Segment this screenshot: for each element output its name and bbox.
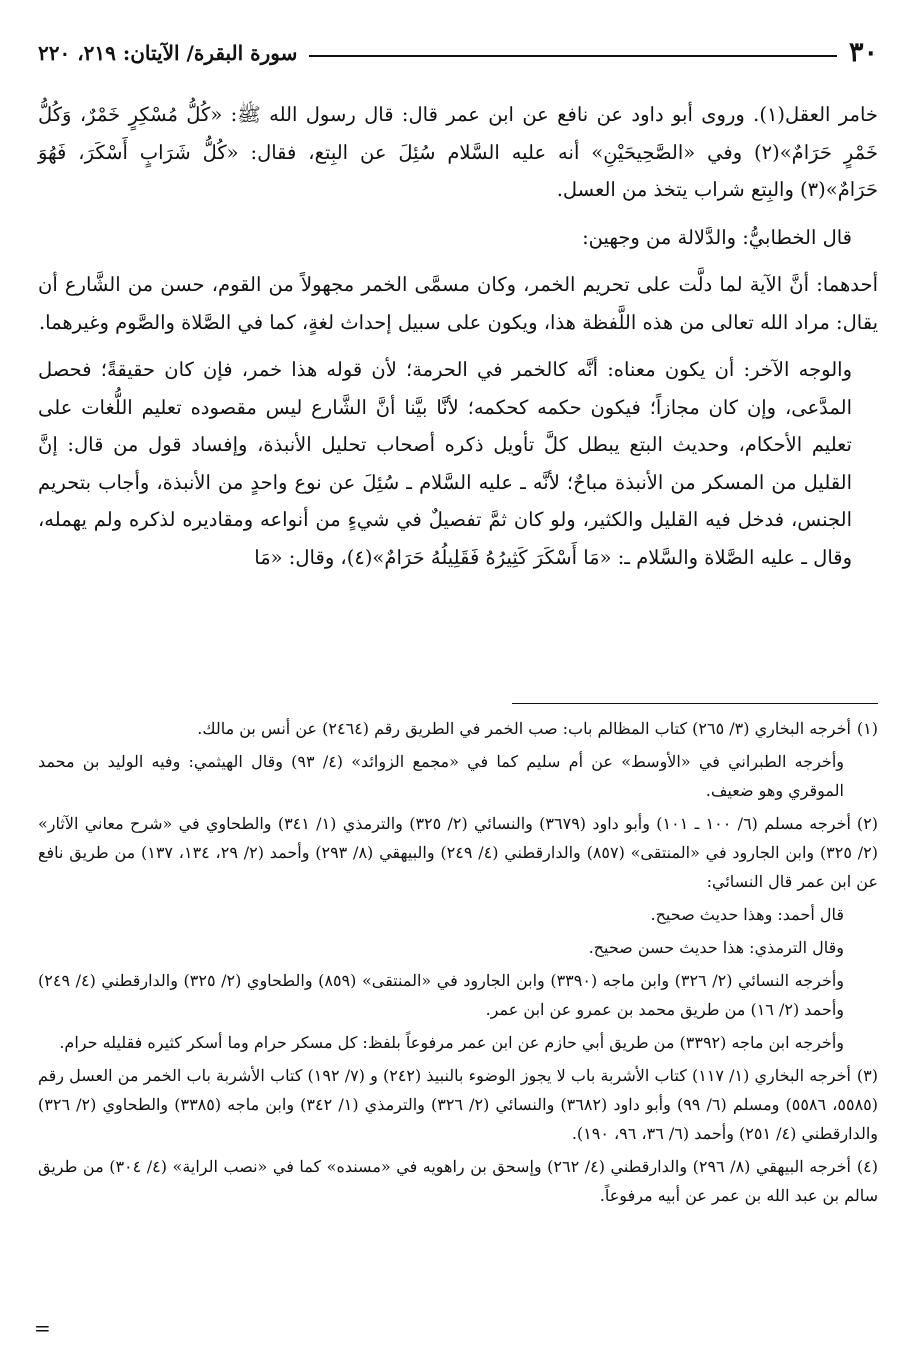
paragraph: قال الخطابيُّ: والدَّلالة من وجهين: xyxy=(582,225,852,249)
footnote-number: (٣) xyxy=(856,1066,879,1085)
continuation-mark: = xyxy=(34,1316,51,1340)
paragraph: والوجه الآخر: أن يكون معناه: أنَّه كالخمر في الحرمة؛ لأن قوله هذا خمر، فإن كان حقيقةً؛ فحصل المدَّعى، وإن كان مجازاً؛ فيكون حكمه كحكمه؛ لأنَّا بيَّنا أنَّ الشَّارع ليس مقصوده تعليم اللُّغات على تعليم الأحكام، وحديث البتع يبطل كلَّ تأويل ذكره أصحاب تحليل الأنبذة، وإفساد قول من قال: إنَّ القليل من المسكر من الأنبذة مباحٌ؛ لأنَّه ـ عليه السَّلام ـ سُئِلَ عن نوع واحدٍ من الأنبذة، وأجاب بتحريم الجنس، فدخل فيه القليل والكثير، ولو كان ثمَّ تفصيلٌ في شيءٍ من أنواعه ومقاديره لذكره ولم يهمله، وقال ـ عليه الصَّلاة والسَّلام ـ: «مَا أَسْكَرَ كَثِيرُهُ فَقَلِيلُهُ حَرَامٌ»(٤)، وقال: «مَا xyxy=(38,358,852,569)
page-number: ٣٠ xyxy=(848,37,878,68)
footnote-number: (٢) xyxy=(856,814,879,833)
surah-title: سورة البقرة/ الآيتان: ٢١٩، ٢٢٠ xyxy=(38,41,298,65)
footnote-text: وأخرجه ابن ماجه (٣٣٩٢) من طريق أبي حازم عن ابن عمر مرفوعاً بلفظ: كل مسكر حرام وما أسكر كثيره فقليله حرام. xyxy=(59,1033,844,1052)
footnote-text: قال أحمد: وهذا حديث صحيح. xyxy=(650,905,844,924)
footnote-text: أخرجه مسلم (٦/ ١٠٠ ـ ١٠١) وأبو داود (٣٦٧٩) والنسائي (٢/ ٣٢٥) والترمذي (١/ ٣٤١) والطحاوي في «شرح معاني الآثار» (٢/ ٣٢٥) وابن الجارود في «المنتقى» (٨٥٧) والدارقطني (٤/ ٢٤٩) والبيهقي (٨/ ٢٩٣) وأحمد (٢/ ٢٩، ١٣٤، ١٣٧) من طريق نافع عن ابن عمر قال النسائي: xyxy=(38,814,878,891)
footnote xyxy=(38,714,878,743)
footnote-text: وقال الترمذي: هذا حديث حسن صحيح. xyxy=(588,938,844,957)
footnote xyxy=(38,1152,878,1210)
main-text xyxy=(38,96,878,586)
footnote xyxy=(38,1028,878,1057)
paragraph: خامر العقل(١). وروى أبو داود عن نافع عن ابن عمر قال: قال رسول الله ﷺ: «كُلُّ مُسْكِرٍ خَمْرٌ، وَكُلُّ خَمْرٍ حَرَامٌ»(٢) وفي «الصَّحِيحَيْنِ» أنه عليه السَّلام سُئِلَ عن البِتع، فقال: «كُلُّ شَرَابٍ أَسْكَرَ، فَهُوَ حَرَامٌ»(٣) والبِتع شراب يتخذ من العسل. xyxy=(38,103,878,201)
footnote xyxy=(38,933,878,962)
footnote-text: وأخرجه الطبراني في «الأوسط» عن أم سليم كما في «مجمع الزوائد» (٤/ ٩٣) وقال الهيثمي: وفيه الوليد بن محمد الموقري وهو ضعيف. xyxy=(38,752,844,800)
footnote xyxy=(38,900,878,929)
footnote-text: أخرجه البخاري (٣/ ٢٦٥) كتاب المظالم باب: صب الخمر في الطريق رقم (٢٤٦٤) عن أنس بن مالك. xyxy=(197,719,851,738)
footnote xyxy=(38,809,878,896)
page-header xyxy=(38,36,878,70)
footnote-number: (١) xyxy=(856,719,878,738)
footnote xyxy=(38,747,878,805)
footnote-separator xyxy=(512,703,878,704)
footnote-text: أخرجه البخاري (١/ ١١٧) كتاب الأشربة باب لا يجوز الوضوء بالنبيذ (٢٤٢) و (٧/ ١٩٢) كتاب الأشربة باب الخمر من العسل رقم (٥٥٨٥، ٥٥٨٦) ومسلم (٦/ ٩٩) وأبو داود (٣٦٨٢) والنسائي (٢/ ٣٢٦) والترمذي (١/ ٣٤٢) وابن ماجه (٣٣٨٥) والطحاوي (٢/ ٣٢٦) والدارقطني (٤/ ٢٥١) وأحمد (٦/ ٣٦، ٩٦، ١٩٠). xyxy=(38,1066,878,1143)
paragraph: أحدهما: أنَّ الآية لما دلَّت على تحريم الخمر، وكان مسمَّى الخمر مجهولاً من القوم، حسن من الشَّارع أن يقال: مراد الله تعالى من هذه اللَّفظة هذا، ويكون على سبيل إحداث لغةٍ، كما في الصَّلاة والصَّوم وغيرهما. xyxy=(38,273,878,334)
footnote xyxy=(38,966,878,1024)
footnote-text: وأخرجه النسائي (٢/ ٣٢٦) وابن ماجه (٣٣٩٠) وابن الجارود في «المنتقى» (٨٥٩) والطحاوي (٢/ ٣٢٥) والدارقطني (٤/ ٢٤٩) وأحمد (٢/ ١٦) من طريق محمد بن عمرو عن ابن عمر. xyxy=(38,971,845,1019)
footnote-text: أخرجه البيهقي (٨/ ٢٩٦) والدارقطني (٤/ ٢٦٢) وإسحق بن راهويه في «مسنده» كما في «نصب الراية» (٤/ ٣٠٤) من طريق سالم بن عبد الله بن عمر عن أبيه مرفوعاً. xyxy=(38,1157,878,1205)
header-rule xyxy=(309,55,837,57)
footnotes xyxy=(38,714,878,1214)
footnote-number: (٤) xyxy=(856,1157,879,1176)
footnote xyxy=(38,1061,878,1148)
